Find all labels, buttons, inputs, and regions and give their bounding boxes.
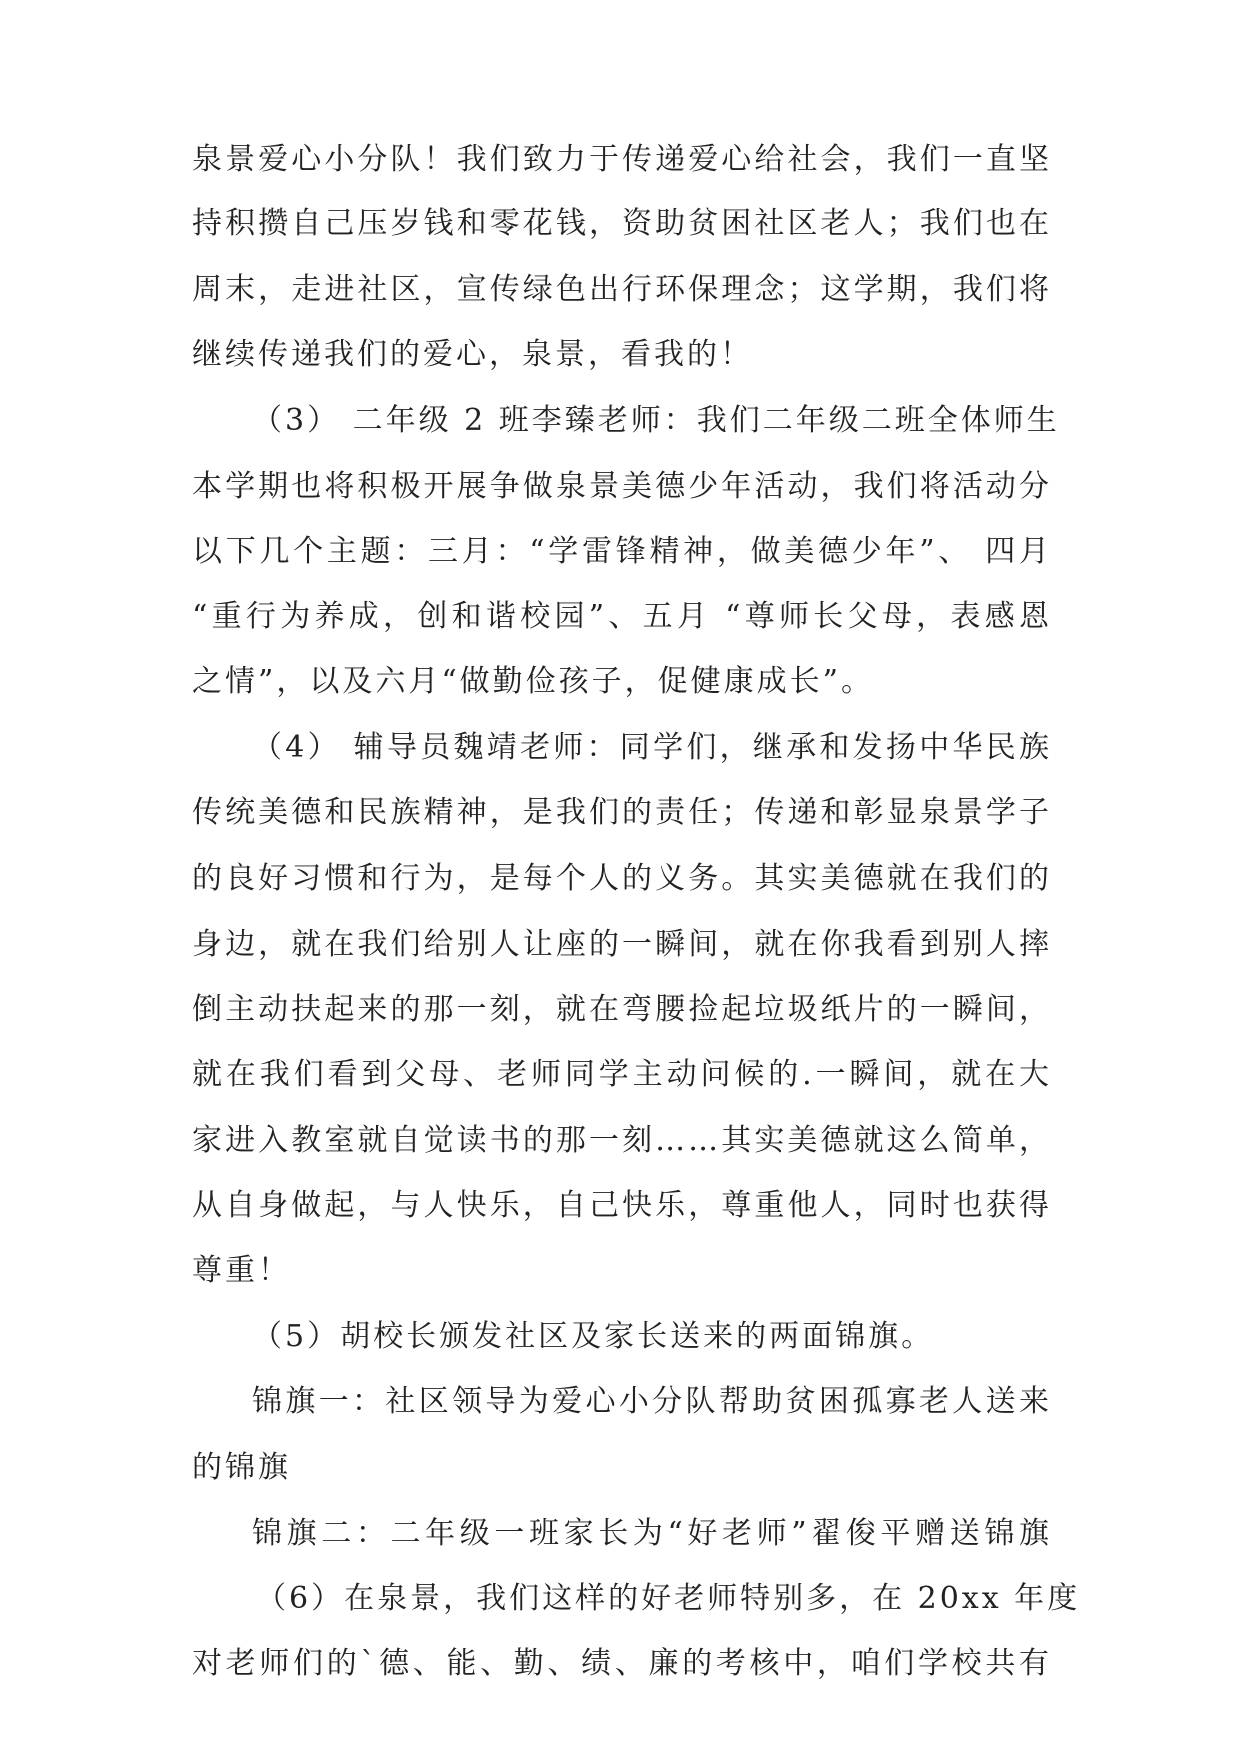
paragraph-4-first-line: （4） 辅导员魏靖老师：同学们，继承和发扬中华民族 bbox=[252, 730, 1052, 765]
text-line: 的良好习惯和行为，是每个人的义务。其实美德就在我们的 bbox=[192, 861, 1052, 896]
text-line: 继续传递我们的爱心，泉景，看我的！ bbox=[192, 337, 753, 372]
paragraph-6-first-line: （6）在泉景，我们这样的好老师特别多，在 20xx 年度 bbox=[256, 1581, 1081, 1616]
text-line: 持积攒自己压岁钱和零花钱，资助贫困社区老人；我们也在 bbox=[192, 206, 1052, 241]
banner-one-line: 锦旗一：社区领导为爱心小分队帮助贫困孤寡老人送来 bbox=[252, 1384, 1052, 1419]
text-line: 就在我们看到父母、老师同学主动问候的.一瞬间，就在大 bbox=[192, 1057, 1052, 1092]
text-line: 尊重！ bbox=[192, 1253, 291, 1288]
text-line: 从自身做起，与人快乐，自己快乐，尊重他人，同时也获得 bbox=[192, 1188, 1052, 1223]
text-line: 泉景爱心小分队！我们致力于传递爱心给社会，我们一直坚 bbox=[192, 142, 1052, 177]
banner-two-line: 锦旗二：二年级一班家长为“好老师”翟俊平赠送锦旗 bbox=[252, 1516, 1052, 1551]
text-line: 传统美德和民族精神，是我们的责任；传递和彰显泉景学子 bbox=[192, 795, 1052, 830]
paragraph-3-first-line: （3） 二年级 2 班李臻老师：我们二年级二班全体师生 bbox=[252, 403, 1060, 438]
text-line: 周末，走进社区，宣传绿色出行环保理念；这学期，我们将 bbox=[192, 272, 1052, 307]
text-line: 本学期也将积极开展争做泉景美德少年活动，我们将活动分 bbox=[192, 469, 1052, 504]
text-line: “重行为养成，创和谐校园”、五月 “尊师长父母，表感恩 bbox=[192, 599, 1052, 634]
text-line: 以下几个主题：三月：“学雷锋精神，做美德少年”、 四月 bbox=[192, 534, 1052, 569]
text-line: 的锦旗 bbox=[192, 1450, 291, 1485]
text-line: 家进入教室就自觉读书的那一刻……其实美德就这么简单， bbox=[192, 1123, 1052, 1158]
text-line: 倒主动扶起来的那一刻，就在弯腰捡起垃圾纸片的一瞬间， bbox=[192, 992, 1052, 1027]
text-line: 对老师们的`德、能、勤、绩、廉的考核中，咱们学校共有 bbox=[192, 1646, 1052, 1681]
text-line: 之情”，以及六月“做勤俭孩子，促健康成长”。 bbox=[192, 664, 875, 699]
text-line: 身边，就在我们给别人让座的一瞬间，就在你我看到别人摔 bbox=[192, 927, 1052, 962]
paragraph-5-line: （5）胡校长颁发社区及家长送来的两面锦旗。 bbox=[252, 1319, 935, 1354]
